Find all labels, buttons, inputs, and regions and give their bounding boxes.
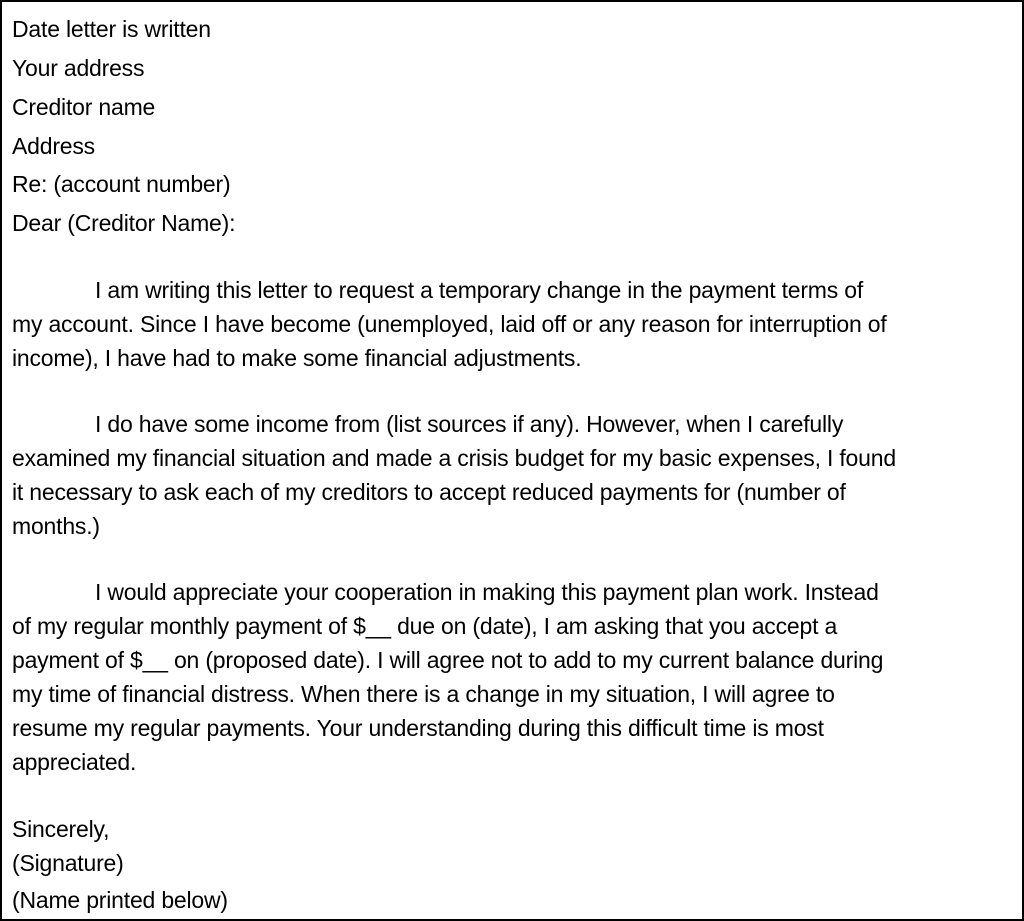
paragraph-line: I would appreciate your cooperation in making this payment plan work. Instead (95, 579, 879, 605)
salutation: Dear (Creditor Name): (12, 210, 236, 236)
re-line: Re: (account number) (12, 171, 231, 197)
paragraph-line: of my regular monthly payment of $__ due on (date), I am asking that you accept a (12, 613, 838, 639)
creditor-name-line: Creditor name (12, 94, 156, 120)
paragraph-request (12, 273, 1018, 375)
paragraph-payment-plan (12, 575, 1018, 779)
paragraph-line: my account. Since I have become (unemployed, laid off or any reason for interruption of (12, 311, 887, 337)
your-address-line: Your address (12, 55, 145, 81)
paragraph-line: months.) (12, 513, 100, 539)
address-line: Address (12, 133, 95, 159)
closing-name-printed: (Name printed below) (12, 887, 228, 913)
paragraph-line: appreciated. (12, 749, 137, 775)
date-line: Date letter is written (12, 16, 211, 42)
paragraph-line: I am writing this letter to request a temporary change in the payment terms of (95, 277, 864, 303)
paragraph-income (12, 407, 1018, 543)
paragraph-line: examined my financial situation and made a crisis budget for my basic expenses, I found (12, 445, 896, 471)
paragraph-line: payment of $__ on (proposed date). I will agree not to add to my current balance during (12, 647, 884, 673)
paragraph-line: resume my regular payments. Your understanding during this difficult time is most (12, 715, 824, 741)
paragraph-line: my time of financial distress. When there is a change in my situation, I will agree to (12, 681, 835, 707)
closing-signature: (Signature) (12, 850, 124, 876)
paragraph-line: it necessary to ask each of my creditors to accept reduced payments for (number of (12, 479, 846, 505)
closing-sincerely: Sincerely, (12, 816, 110, 842)
paragraph-line: I do have some income from (list sources if any). However, when I carefully (95, 411, 844, 437)
paragraph-line: income), I have had to make some financial adjustments. (12, 345, 582, 371)
